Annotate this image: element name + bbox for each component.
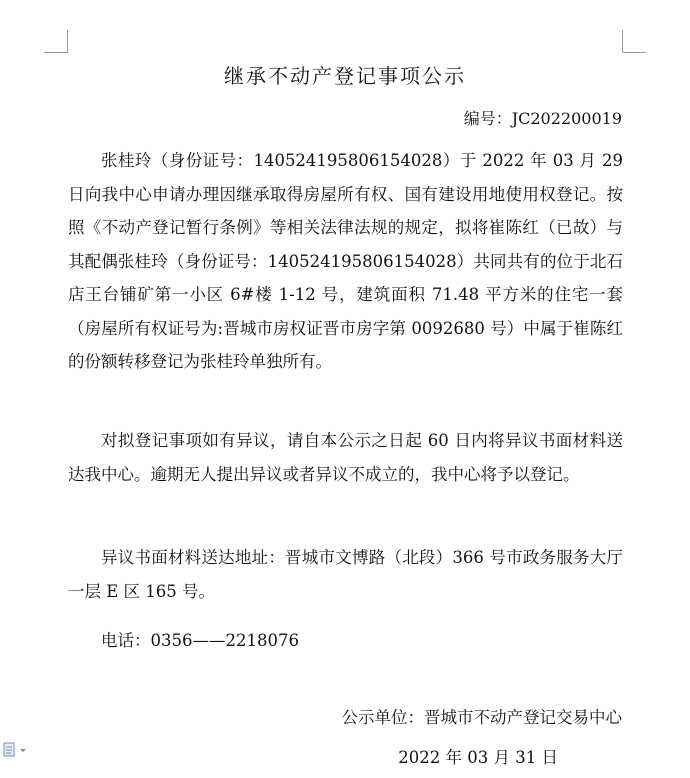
crop-mark-top-left-vertical [67,30,68,53]
paragraph-announcement: 张桂玲（身份证号：140524195806154028）于 2022 年 03 月 29 日向我中心申请办理因继承取得房屋所有权、国有建设用地使用权登记。按照《不动产登记暂行条例》等相关法律法规的规定，拟将崔陈红（已故）与其配偶张桂玲（身份证号：140524195806154028）共同共有的位于北石店王台铺矿第一小区 6#楼 1-12 号，建筑面积 71.48 平方米的住宅一套（房屋所有权证号为:晋城市房权证晋市房字第 0092680 号）中属于崔陈红的份额转移登记为张桂玲单独所有。 [68,151,623,371]
crop-mark-top-left-horizontal [44,52,68,53]
crop-mark-top-right-vertical [622,30,623,53]
publish-date: 2022 年 03 月 31 日 [398,748,558,767]
document-paste-options-icon[interactable] [3,742,29,758]
paragraph-phone: 电话：0356——2218076 [101,631,299,650]
publisher-signature: 公示单位：晋城市不动产登记交易中心 [341,708,622,727]
paragraph-objection-notice: 对拟登记事项如有异议，请自本公示之日起 60 日内将异议书面材料送达我中心。逾期无人提出异议或者异议不成立的，我中心将予以登记。 [68,431,623,484]
crop-mark-top-right-horizontal [622,52,646,53]
document-number: 编号：JC202200019 [463,109,622,128]
document-title: 继承不动产登记事项公示 [224,64,466,88]
paragraph-objection-address: 异议书面材料送达地址：晋城市文博路（北段）366 号市政务服务大厅一层 E 区 165 号。 [68,548,623,601]
